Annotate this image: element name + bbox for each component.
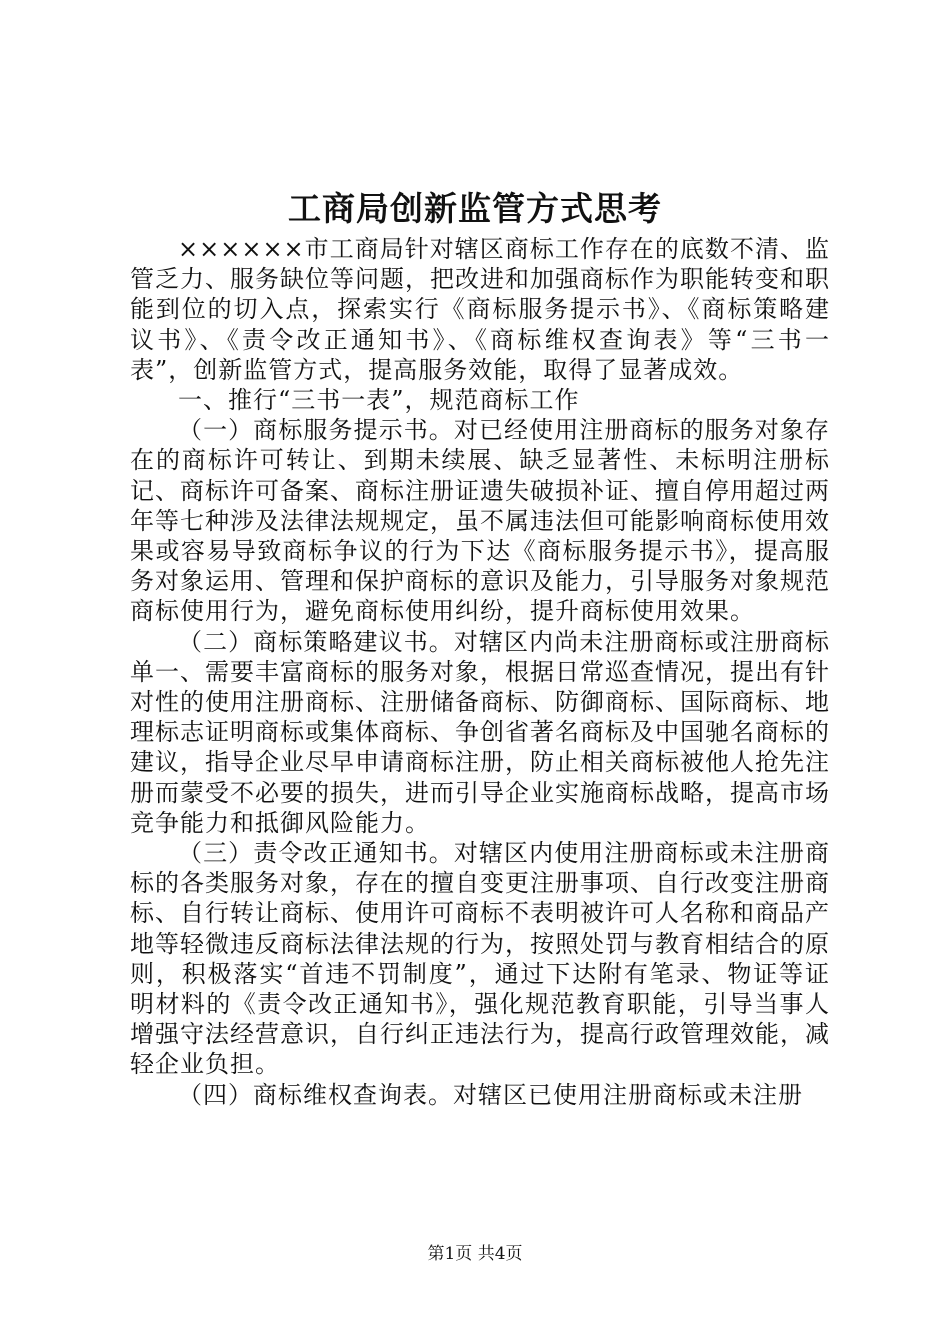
paragraph-intro: ××××××市工商局针对辖区商标工作存在的底数不清、监管乏力、服务缺位等问题，把改进和加强商标作为职能转变和职能到位的切入点，探索实行《商标服务提示书》、《商标策略建议书》、《责令改正通知书》、《商标维权查询表》等“三书一表”，创新监管方式，提高服务效能，取得了显著成效。	[130, 235, 830, 384]
document-title: 工商局创新监管方式思考	[288, 189, 662, 228]
section-heading-1: 一、推行“三书一表”，规范商标工作	[178, 386, 580, 415]
document-body	[130, 234, 830, 1110]
paragraph-service-notice: （一）商标服务提示书。对已经使用注册商标的服务对象存在的商标许可转让、到期未续展、缺乏显著性、未标明注册标记、商标许可备案、商标注册证遗失破损补证、擅自停用超过两年等七种涉及法律法规规定，虽不属违法但可能影响商标使用效果或容易导致商标争议的行为下达《商标服务提示书》，提高服务对象运用、管理和保护商标的意识及能力，引导服务对象规范商标使用行为，避免商标使用纠纷，提升商标使用效果。	[130, 416, 830, 626]
paragraph-strategy-advice: （二）商标策略建议书。对辖区内尚未注册商标或注册商标单一、需要丰富商标的服务对象，根据日常巡查情况，提出有针对性的使用注册商标、注册储备商标、防御商标、国际商标、地理标志证明商标或集体商标、争创省著名商标及中国驰名商标的建议，指导企业尽早申请商标注册，防止相关商标被他人抢先注册而蒙受不必要的损失，进而引导企业实施商标战略，提高市场竞争能力和抵御风险能力。	[130, 627, 830, 837]
paragraph-rectification-notice: （三）责令改正通知书。对辖区内使用注册商标或未注册商标的各类服务对象，存在的擅自变更注册事项、自行改变注册商标、自行转让商标、使用许可商标不表明被许可人名称和商品产地等轻微违反商标法律法规的行为，按照处罚与教育相结合的原则，积极落实“首违不罚制度”，通过下达附有笔录、物证等证明材料的《责令改正通知书》，强化规范教育职能，引导当事人增强守法经营意识，自行纠正违法行为，提高行政管理效能，减轻企业负担。	[130, 839, 830, 1079]
page-number-footer: 第1页 共4页	[427, 1244, 523, 1264]
paragraph-rights-inquiry: （四）商标维权查询表。对辖区已使用注册商标或未注册	[178, 1080, 803, 1109]
